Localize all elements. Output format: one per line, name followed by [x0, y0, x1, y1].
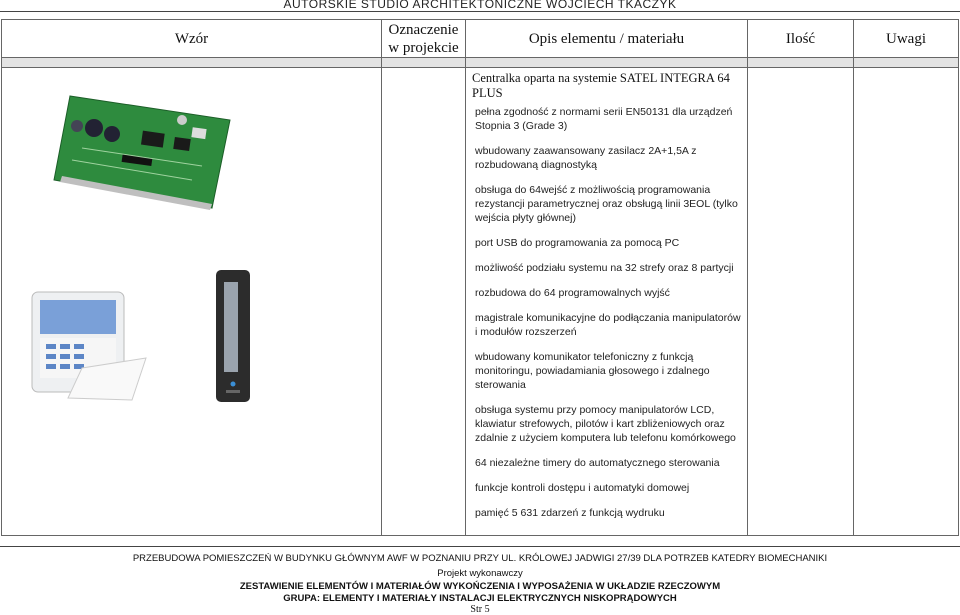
list-item: obsługa systemu przy pomocy manipulatorów LCD, klawiatur strefowych, pilotów i kart zbliżeniowych oraz zdalnie z użyciem komputera lub telefonu komórkowego — [475, 404, 736, 444]
spacer-row — [2, 58, 959, 68]
designation-cell — [382, 68, 466, 536]
top-divider — [0, 11, 960, 12]
list-item: wbudowany zaawansowany zasilacz 2A+1,5A z rozbudowaną diagnostyką — [475, 145, 697, 171]
product-title: Centralka oparta na systemie SATEL INTEGRA 64 PLUS — [472, 71, 730, 100]
col-header-description: Opis elementu / materiału — [466, 20, 748, 58]
description-cell — [466, 68, 748, 536]
list-item: funkcje kontroli dostępu i automatyki domowej — [475, 482, 690, 494]
list-item: pełna zgodność z normami serii EN50131 dla urządzeń Stopnia 3 (Grade 3) — [475, 106, 733, 132]
table-row — [2, 68, 959, 536]
col-header-designation: Oznaczenie w projekcie — [382, 20, 466, 58]
feature-list — [472, 105, 741, 520]
list-item: pamięć 5 631 zdarzeń z funkcją wydruku — [475, 507, 665, 519]
studio-name: AUTORSKIE STUDIO ARCHITEKTONICZNE WOJCIECH TKACZYK — [283, 0, 677, 11]
proximity-reader-image — [216, 270, 250, 402]
col-header-notes: Uwagi — [854, 20, 959, 58]
footer-list-title: ZESTAWIENIE ELEMENTÓW I MATERIAŁÓW WYKOŃCZENIA I WYPOSAŻENIA W UKŁADZIE RZECZOWYM — [239, 581, 721, 592]
list-item: magistrale komunikacyjne do podłączania manipulatorów i modułów rozszerzeń — [475, 312, 741, 338]
lcd-keypad-image — [32, 292, 146, 400]
list-item: wbudowany komunikator telefoniczny z funkcją monitoringu, powiadamiania głosowego i zdalnego sterowania — [475, 351, 710, 391]
notes-cell — [854, 68, 959, 536]
list-item: rozbudowa do 64 programowalnych wyjść — [475, 287, 670, 299]
product-images — [2, 68, 380, 530]
col-header-quantity: Ilość — [748, 20, 854, 58]
header-row — [2, 20, 959, 58]
quantity-cell — [748, 68, 854, 536]
col-header-pattern: Wzór — [2, 20, 382, 58]
list-item: 64 niezależne timery do automatycznego sterowania — [475, 457, 720, 469]
spec-table — [1, 19, 959, 536]
footer-group: GRUPA: ELEMENTY I MATERIAŁY INSTALACJI ELEKTRYCZNYCH NISKOPRĄDOWYCH — [283, 593, 677, 604]
control-panel-board-image — [54, 96, 230, 210]
list-item: port USB do programowania za pomocą PC — [475, 237, 680, 249]
list-item: możliwość podziału systemu na 32 strefy oraz 8 partycji — [475, 262, 734, 274]
footer-project-type: Projekt wykonawczy — [437, 568, 523, 579]
footer-divider — [0, 546, 960, 547]
footer-project-title: PRZEBUDOWA POMIESZCZEŃ W BUDYNKU GŁÓWNYM AWF W POZNANIU PRZY UL. KRÓLOWEJ JADWIGI 27/39 DLA POTRZEB KATEDRY BIOMECHANIKI — [132, 553, 828, 564]
pattern-cell — [2, 68, 382, 536]
page-number: Str 5 — [470, 604, 490, 615]
list-item: obsługa do 64wejść z możliwością programowania rezystancji parametrycznej oraz obsługą linii 3EOL (tylko wejścia płyty głównej) — [475, 184, 738, 224]
